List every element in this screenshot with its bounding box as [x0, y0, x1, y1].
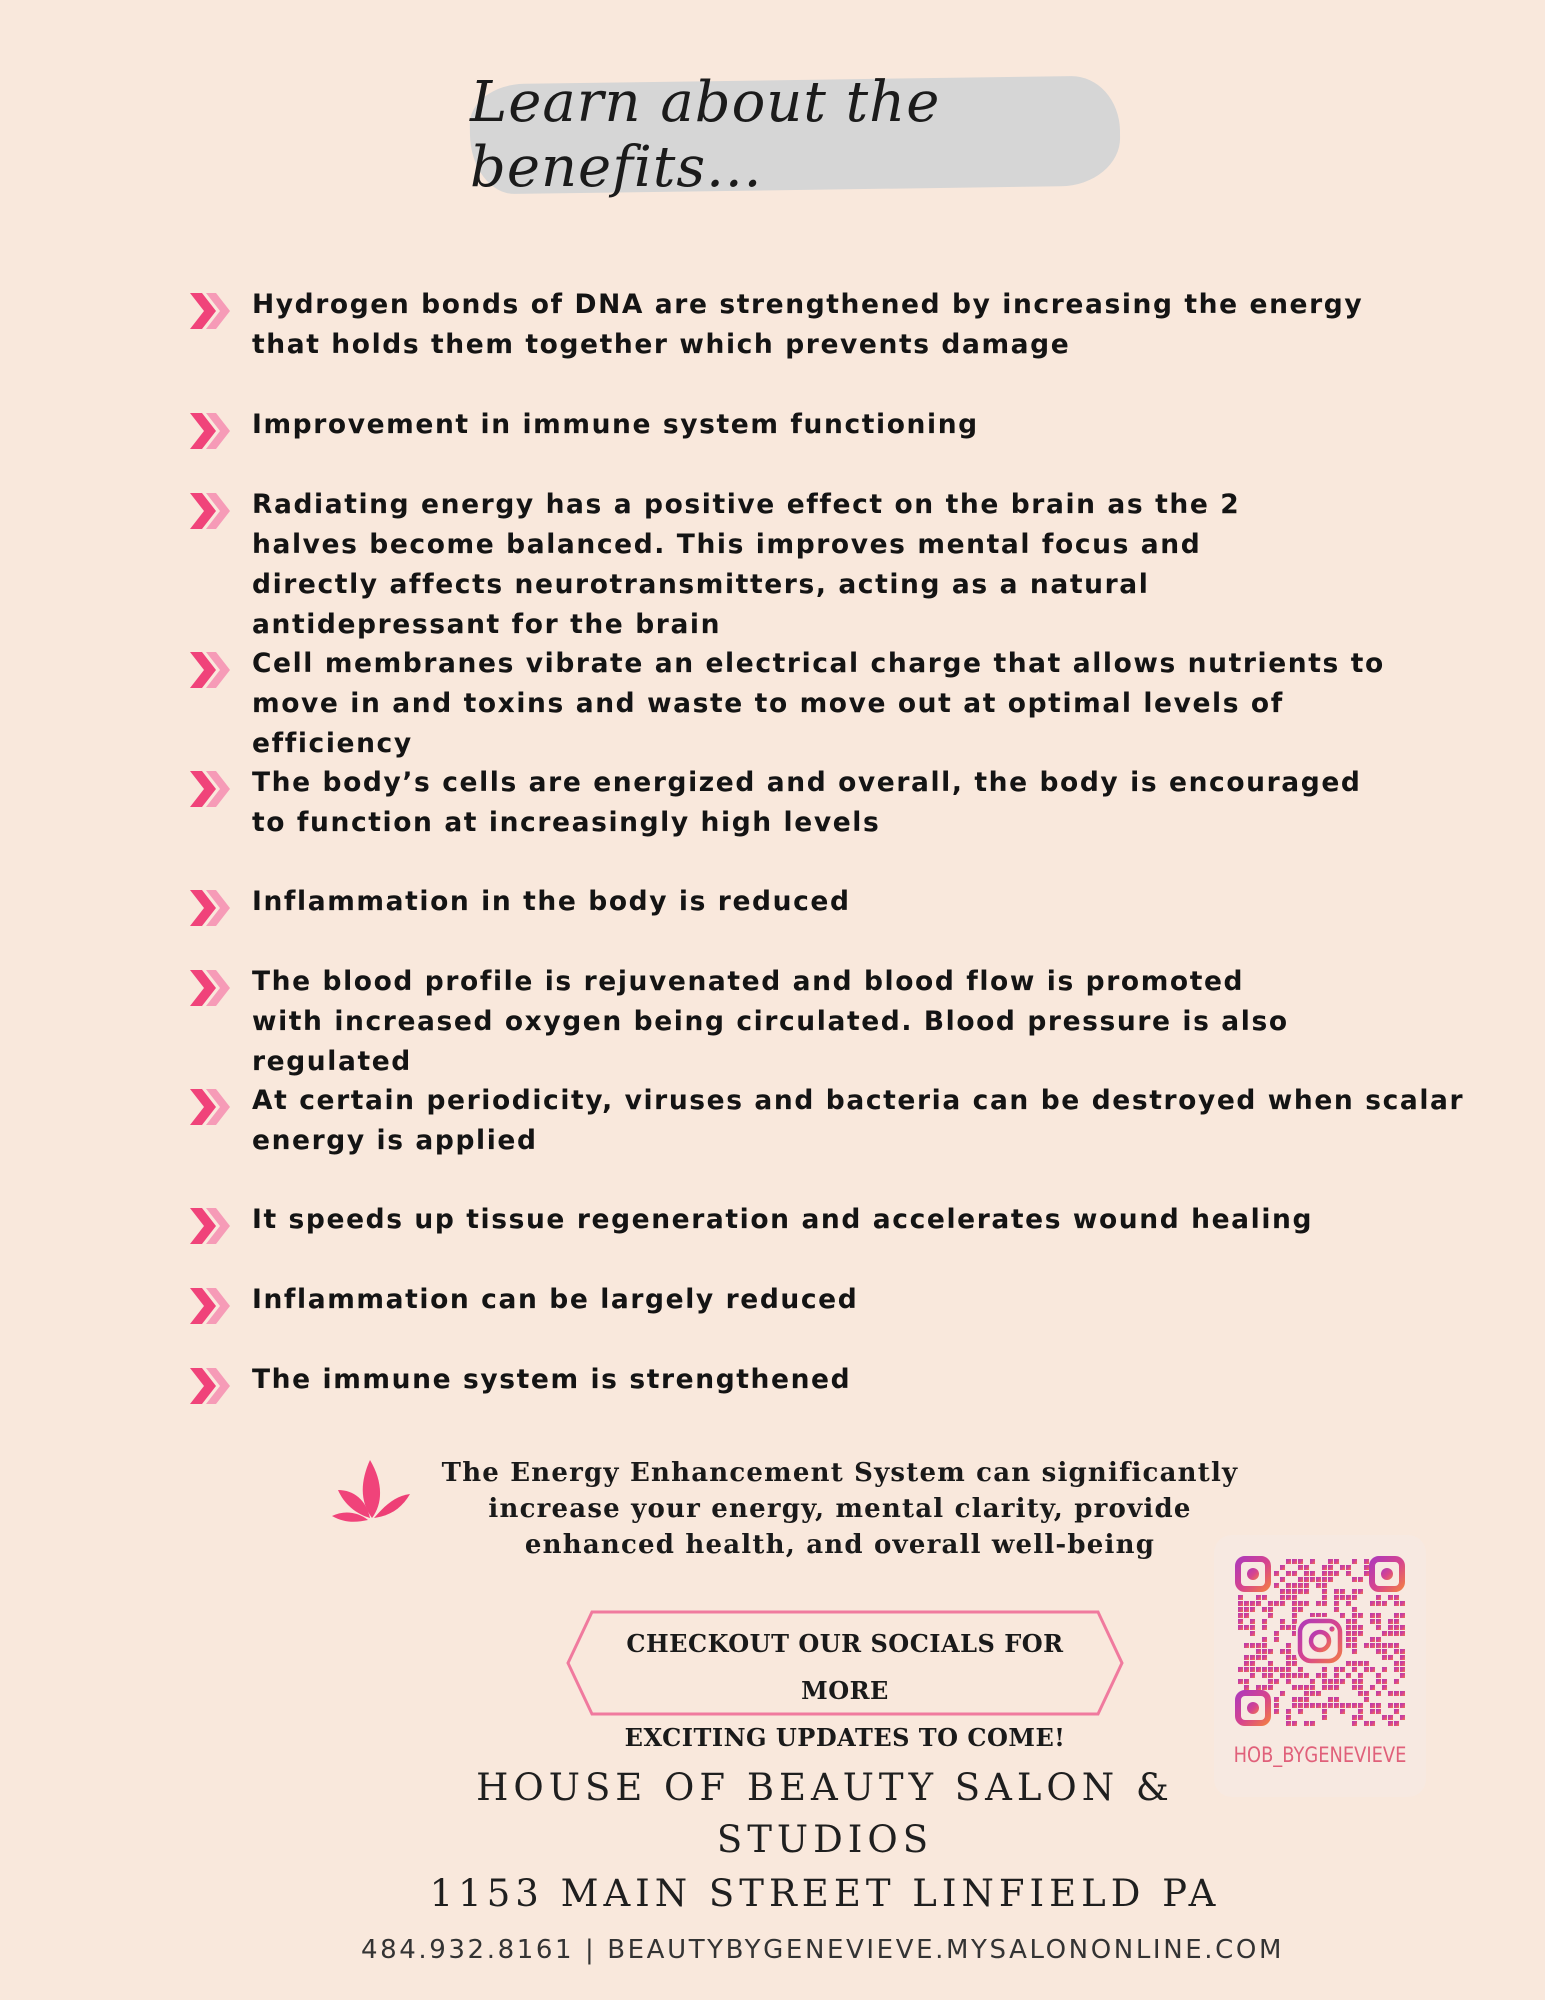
salon-address: 1153 MAIN STREET LINFIELD PA: [429, 1872, 1221, 1915]
double-chevron-icon: [186, 1204, 234, 1248]
title-banner: [469, 70, 1120, 200]
instagram-qr-card[interactable]: [1214, 1535, 1426, 1797]
double-chevron-icon: [186, 1085, 234, 1129]
qr-code[interactable]: [1234, 1555, 1406, 1727]
double-chevron-icon: [186, 1284, 234, 1328]
benefit-text: Inflammation can be largely reduced: [252, 1284, 859, 1315]
benefit-text: Improvement in immune system functioning: [252, 409, 979, 440]
double-chevron-icon: [186, 767, 234, 811]
salon-name: HOUSE OF BEAUTY SALON & STUDIOS: [476, 1766, 1174, 1861]
socials-callout: [590, 1620, 1100, 1761]
double-chevron-icon: [186, 1364, 234, 1408]
benefit-text: The body’s cells are energized and overall, the body is encouraged to function at increasingly high levels: [252, 767, 1362, 838]
double-chevron-icon: [186, 966, 234, 1010]
double-chevron-icon: [186, 886, 234, 930]
benefit-text: Cell membranes vibrate an electrical charge that allows nutrients to move in and toxins and waste to move out at optimal levels of efficiency: [252, 648, 1385, 759]
benefit-text: The immune system is strengthened: [252, 1364, 852, 1395]
benefit-text: The blood profile is rejuvenated and blood flow is promoted with increased oxygen being circulated. Blood pressure is also regulated: [252, 966, 1289, 1077]
double-chevron-icon: [186, 489, 234, 533]
benefit-text: Hydrogen bonds of DNA are strengthened by increasing the energy that holds them together which prevents damage: [252, 289, 1364, 360]
socials-line-2: EXCITING UPDATES TO COME!: [624, 1723, 1066, 1752]
benefit-text: Inflammation in the body is reduced: [252, 886, 851, 917]
benefit-text: Radiating energy has a positive effect on the brain as the 2 halves become balanced. This improves mental focus and directly affects neurotransmitters, acting as a natural antidepressant for the brain: [252, 489, 1241, 640]
page-title: Learn about the benefits...: [470, 70, 941, 200]
double-chevron-icon: [186, 409, 234, 453]
lotus-icon: [330, 1452, 414, 1524]
double-chevron-icon: [186, 289, 234, 333]
summary-text: The Energy Enhancement System can significantly increase your energy, mental clarity, provide enhanced health, and overall well-being: [441, 1458, 1239, 1560]
benefit-text: At certain periodicity, viruses and bacteria can be destroyed when scalar energy is applied: [252, 1085, 1465, 1156]
double-chevron-icon: [186, 648, 234, 692]
instagram-handle: HOB_BYGENEVIEVE: [1233, 1743, 1407, 1767]
benefit-text: It speeds up tissue regeneration and accelerates wound healing: [252, 1204, 1314, 1235]
socials-line-1: CHECKOUT OUR SOCIALS FOR MORE: [626, 1629, 1064, 1705]
contact-line: 484.932.8161 | BEAUTYBYGENEVIEVE.MYSALONONLINE.COM: [360, 1935, 1284, 1965]
